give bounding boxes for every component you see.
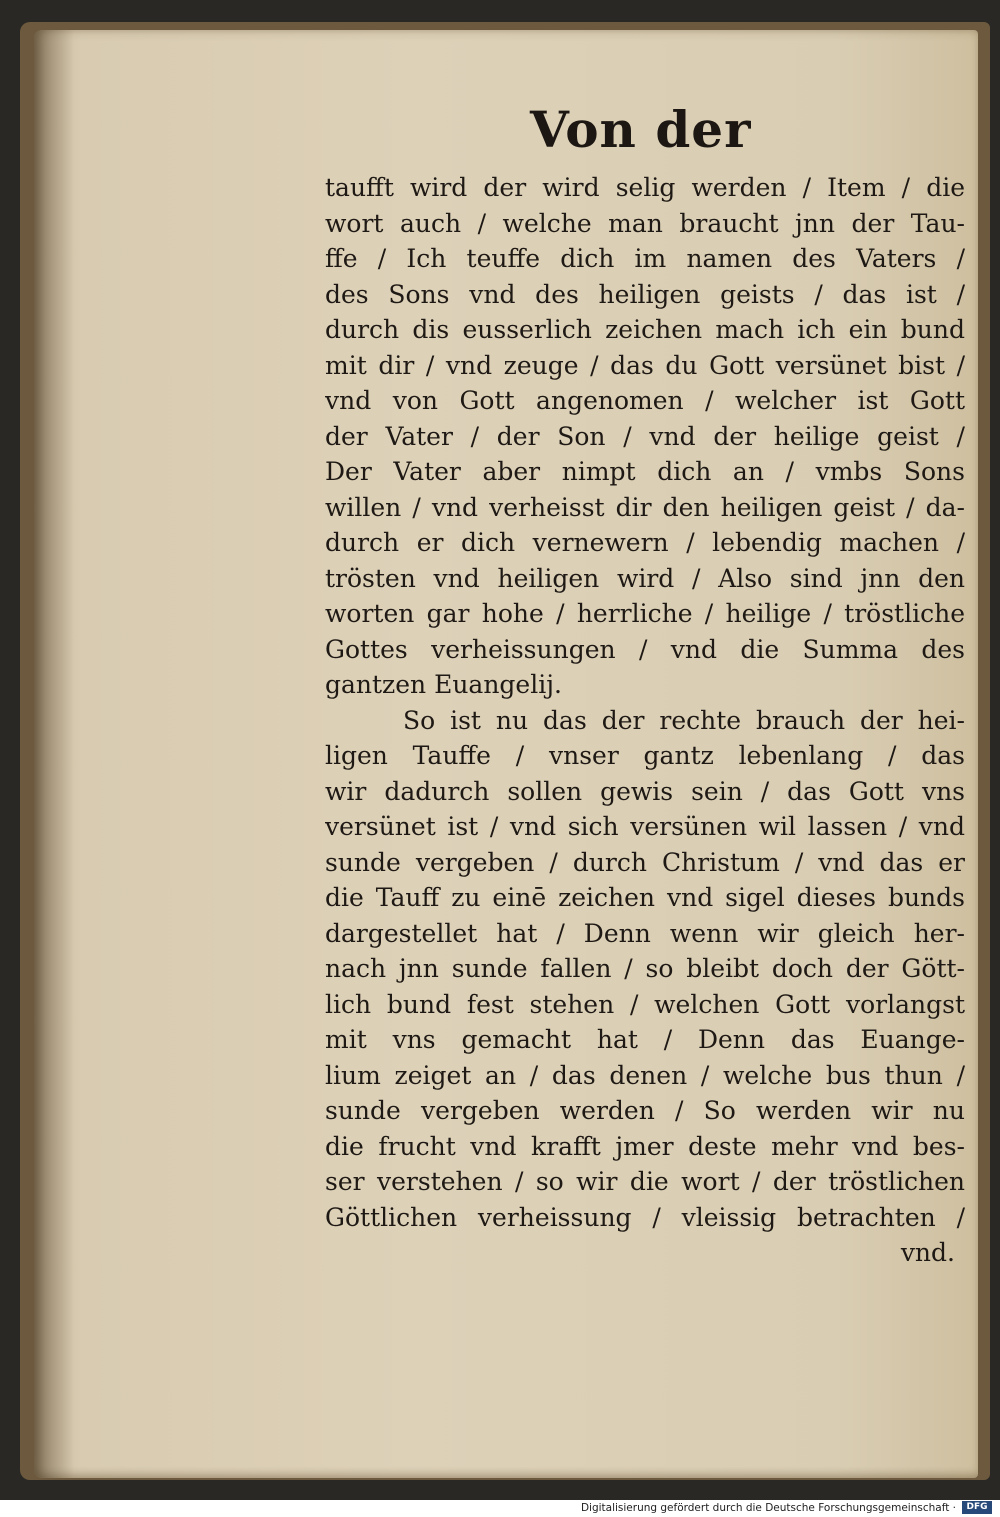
text-line: die Tauff zu einē zeichen vnd sigel dieses bunds [325,883,965,912]
text-line: der Vater / der Son / vnd der heilige geist / [325,421,965,451]
text-line: nach jnn sunde fallen / so bleibt doch der Gött- [325,954,965,983]
text-line: trösten vnd heiligen wird / Also sind jnn den [325,563,965,593]
text-line: sunde vergeben werden / So werden wir nu [325,1096,965,1125]
text-line: ser verstehen / so wir die wort / der tröstlichen [325,1167,965,1196]
text-line: willen / vnd verheisst dir den heiligen geist / da- [325,492,965,522]
text-line: die frucht vnd krafft jmer deste mehr vnd bes- [325,1131,965,1161]
catchword: vnd. [900,1238,955,1267]
text-line: wort auch / welche man braucht jnn der Tau- [325,208,965,238]
text-line: taufft wird der wird selig werden / Item / die [325,173,965,202]
text-line: Gottes verheissungen / vnd die Summa des [325,634,965,664]
text-line: So ist nu das der rechte brauch der hei- [403,705,965,735]
text-line: des Sons vnd des heiligen geists / das ist / [325,279,965,309]
footer-bar [0,1500,1000,1517]
text-line: mit dir / vnd zeuge / das du Gott versünet bist / [325,350,965,380]
funding-credit: Digitalisierung gefördert durch die Deutsche Forschungsgemeinschaft · [580,1502,956,1514]
text-line: durch dis eusserlich zeichen mach ich ein bund [325,315,965,344]
text-line: lich bund fest stehen / welchen Gott vorlangst [325,989,965,1019]
text-line: gantzen Euangelij. [325,670,562,699]
running-head: Von der [530,100,752,159]
text-line: wir dadurch sollen gewis sein / das Gott vns [325,776,965,806]
text-line: durch er dich vernewern / lebendig machen / [325,528,965,557]
spine-shadow [34,30,74,1478]
text-line: versünet ist / vnd sich versünen wil lassen / vnd [325,812,965,841]
text-line: dargestellet hat / Denn wenn wir gleich her- [325,918,965,948]
text-line: ffe / Ich teuffe dich im namen des Vaters / [325,244,965,273]
text-line: sunde vergeben / durch Christum / vnd das er [325,847,965,877]
text-line: worten gar hohe / herrliche / heilige / tröstliche [325,599,965,628]
text-line: lium zeiget an / das denen / welche bus thun / [325,1060,965,1090]
dfg-logo: DFG [962,1501,992,1514]
text-line: ligen Tauffe / vnser gantz lebenlang / das [325,741,965,770]
text-line: Der Vater aber nimpt dich an / vmbs Sons [325,457,965,486]
text-line: vnd von Gott angenomen / welcher ist Gott [325,386,965,415]
text-line: mit vns gemacht hat / Denn das Euange- [325,1025,965,1054]
text-block [325,170,965,1271]
text-line: Göttlichen verheissung / vleissig betrachten / [325,1202,965,1232]
